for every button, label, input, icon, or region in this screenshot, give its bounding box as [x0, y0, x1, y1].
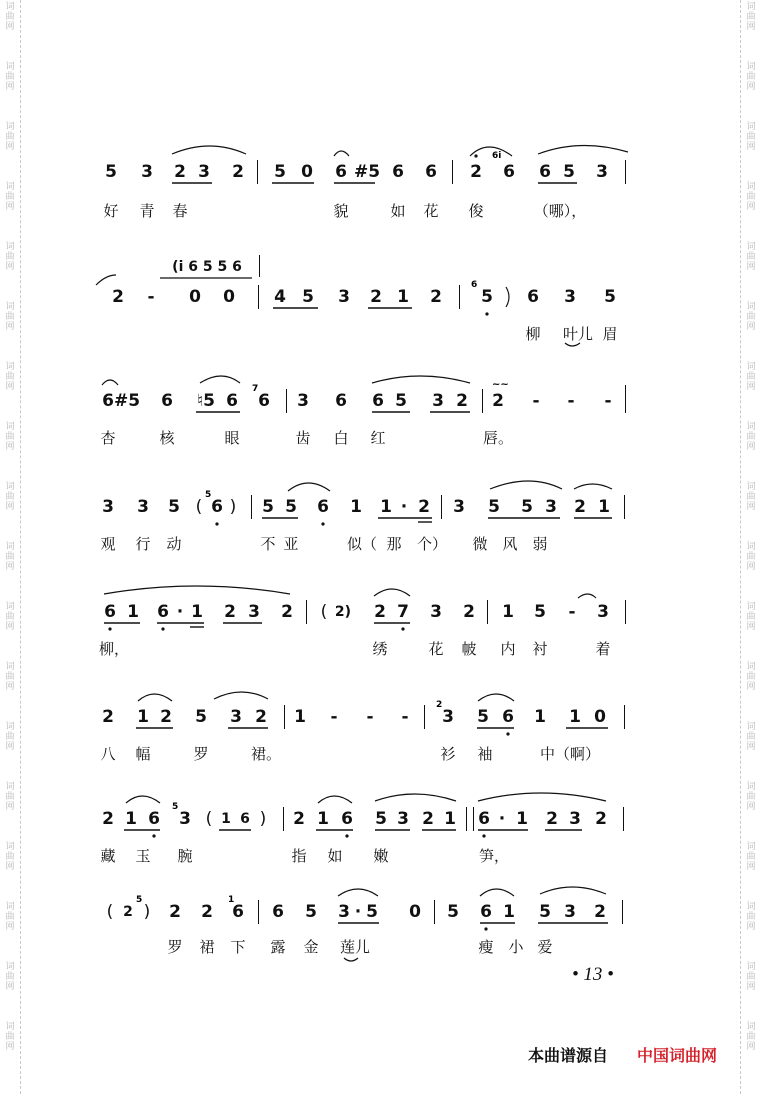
note: 1: [191, 602, 203, 622]
bracket: ): [259, 809, 267, 829]
note: 0: [223, 287, 235, 307]
note: 3: [338, 902, 350, 922]
note: 1: [317, 809, 329, 829]
lyric: 衬: [532, 640, 548, 658]
note: 5: [395, 391, 407, 411]
watermark-text: 词 曲 网: [5, 602, 15, 632]
note: -: [330, 707, 338, 727]
lyric: 行: [135, 535, 151, 553]
note: 3: [248, 602, 260, 622]
watermark-text: 词 曲 网: [746, 182, 756, 212]
lyric: 莲儿: [339, 938, 371, 956]
lyric: 如: [327, 847, 343, 865]
note: 2: [374, 602, 386, 622]
lyric: 花: [423, 202, 439, 220]
note: 0: [409, 902, 421, 922]
note: 5: [488, 497, 500, 517]
barline: [259, 255, 260, 277]
note: 2): [334, 604, 352, 620]
note: 6: [335, 162, 347, 182]
lyric: 那: [386, 535, 402, 553]
lyric: 眼: [224, 429, 240, 447]
lyric: （哪），: [533, 202, 587, 220]
watermark-text: 词 曲 网: [746, 962, 756, 992]
note: 1: [127, 602, 139, 622]
note: 3: [564, 902, 576, 922]
note: 1: [125, 809, 137, 829]
source-site-name: 中国词曲网: [637, 1046, 718, 1065]
bracket: ): [229, 497, 237, 517]
watermark-text: 词 曲 网: [5, 782, 15, 812]
note: 7: [397, 602, 409, 622]
bracket: (: [195, 497, 203, 517]
note: 5: [521, 497, 533, 517]
lyric: 爱: [537, 938, 553, 956]
svg-text:~~: ~~: [492, 379, 509, 390]
note: -: [604, 391, 612, 411]
note: 3: [137, 497, 149, 517]
lyric: 瘦: [478, 938, 494, 956]
dot: ·: [400, 497, 408, 517]
note: 5: [262, 497, 274, 517]
page-number: • 13 •: [572, 964, 614, 985]
note: 3: [338, 287, 350, 307]
note: 2: [123, 904, 133, 920]
watermark-text: 词 曲 网: [746, 2, 756, 32]
lyric: 八: [100, 745, 116, 763]
note: 2: [160, 707, 172, 727]
note: 2: [255, 707, 267, 727]
lyric: 罗: [167, 938, 183, 956]
svg-text:6: 6: [471, 280, 478, 290]
source-label: 本曲谱源自: [528, 1046, 609, 1065]
watermark-text: 词 曲 网: [5, 542, 15, 572]
note: -: [147, 287, 155, 307]
dot: ·: [354, 902, 362, 922]
bracket: (: [320, 602, 328, 622]
svg-text:2: 2: [436, 700, 443, 710]
svg-text:1: 1: [228, 895, 235, 905]
note: 6: [372, 391, 384, 411]
note: 2: [370, 287, 382, 307]
bracket: (: [106, 902, 114, 922]
lyric: 春: [172, 202, 188, 220]
dot: ·: [176, 602, 184, 622]
svg-text:5: 5: [205, 490, 212, 500]
note: 5: [563, 162, 575, 182]
lyric: 风: [502, 535, 518, 553]
note: 5: [604, 287, 616, 307]
note: 3: [297, 391, 309, 411]
note: 3: [102, 497, 114, 517]
watermark-text: 词 曲 网: [5, 1022, 15, 1052]
watermark-text: 词 曲 网: [746, 1022, 756, 1052]
lyrics-row: [0, 533, 760, 557]
lyric: 罗: [193, 745, 209, 763]
note: 1: [380, 497, 392, 517]
watermark-text: 词 曲 网: [746, 602, 756, 632]
note: 2: [102, 707, 114, 727]
note: 2: [112, 287, 124, 307]
note: 5: [366, 902, 378, 922]
watermark-text: 词 曲 网: [5, 62, 15, 92]
svg-text:5: 5: [172, 802, 179, 812]
note: 6: [478, 809, 490, 829]
note: 3: [453, 497, 465, 517]
lyric: 下: [230, 938, 246, 956]
note: 2: [174, 162, 186, 182]
watermark-text: 词 曲 网: [5, 842, 15, 872]
note: 2: [418, 497, 430, 517]
note: 5: [539, 902, 551, 922]
watermark-text: 词 曲 网: [5, 902, 15, 932]
note: 3: [564, 287, 576, 307]
lyrics-row: [0, 743, 760, 767]
watermark-text: 词 曲 网: [5, 182, 15, 212]
lyric: 露: [270, 938, 286, 956]
lyric: 中（啊）: [539, 745, 601, 763]
lyric: 弱: [532, 535, 548, 553]
note: 0: [594, 707, 606, 727]
note: 1: [516, 809, 528, 829]
watermark-text: 词 曲 网: [746, 902, 756, 932]
lyric: 齿: [295, 429, 311, 447]
note: 6: [240, 811, 250, 827]
note: 2: [463, 602, 475, 622]
lyric: 袖: [477, 745, 493, 763]
note: 1: [598, 497, 610, 517]
note: 5: [477, 707, 489, 727]
note: 2: [422, 809, 434, 829]
lyrics-row: [0, 936, 760, 960]
lyric: 裙。: [250, 745, 282, 763]
lyric: 貌: [333, 202, 349, 220]
note: 5: [305, 902, 317, 922]
lyric: 白: [333, 429, 349, 447]
lyric: 微: [472, 535, 488, 553]
lyric: 似（: [346, 535, 378, 553]
note: 5: [285, 497, 297, 517]
watermark-text: 词 曲 网: [5, 662, 15, 692]
note: 1: [350, 497, 362, 517]
note: 5: [274, 162, 286, 182]
lyrics-row: [0, 323, 760, 347]
lyric: 核: [159, 429, 175, 447]
lyrics-row: [0, 638, 760, 662]
lyrics-row: [0, 427, 760, 451]
watermark-text: 词 曲 网: [5, 962, 15, 992]
bracket: (: [205, 809, 213, 829]
note: ♮5: [197, 391, 215, 411]
note: 6: [527, 287, 539, 307]
note: 3: [442, 707, 454, 727]
lyric: 衫: [440, 745, 456, 763]
lyric: 叶儿: [562, 325, 594, 343]
note: 1: [137, 707, 149, 727]
watermark-text: 词 曲 网: [746, 842, 756, 872]
note: 5: [447, 902, 459, 922]
note: 5: [195, 707, 207, 727]
lyric: 红: [370, 429, 386, 447]
lyric: 腕: [177, 847, 193, 865]
note: 1: [503, 902, 515, 922]
lyric: 着: [595, 640, 611, 658]
lyric: 玉: [135, 847, 151, 865]
svg-text:6i: 6i: [492, 151, 502, 161]
note: 2: [546, 809, 558, 829]
note: 2: [169, 902, 181, 922]
note: 2: [293, 809, 305, 829]
note: 1: [397, 287, 409, 307]
lyric: 青: [139, 202, 155, 220]
note: 2: [594, 902, 606, 922]
note: 3: [230, 707, 242, 727]
note: 6: [502, 707, 514, 727]
lyric: 花: [428, 640, 444, 658]
lyric: 裙: [199, 938, 215, 956]
note: -: [366, 707, 374, 727]
note: 5: [481, 287, 493, 307]
lyric: 嫩: [373, 847, 389, 865]
note: 2: [492, 391, 504, 411]
note: 2: [224, 602, 236, 622]
dot: ·: [498, 809, 506, 829]
note: 6: [102, 391, 114, 411]
note: 3: [179, 809, 191, 829]
svg-text:5: 5: [136, 895, 143, 905]
note: 2: [281, 602, 293, 622]
note: 3: [141, 162, 153, 182]
watermark-text: 词 曲 网: [5, 2, 15, 32]
note: 6: [211, 497, 223, 517]
watermark-text: 词 曲 网: [746, 62, 756, 92]
svg-text:7: 7: [252, 384, 259, 394]
watermark-text: 词 曲 网: [746, 242, 756, 272]
lyric: 不: [260, 535, 276, 553]
note: #5: [113, 391, 141, 411]
note: 5: [168, 497, 180, 517]
note: 2: [574, 497, 586, 517]
lyric: 笋，: [478, 847, 510, 865]
note: 5: [302, 287, 314, 307]
note: 6: [480, 902, 492, 922]
watermark-text: 词 曲 网: [5, 422, 15, 452]
note: 1: [294, 707, 306, 727]
lyric: 柳，: [98, 640, 130, 658]
note: -: [568, 602, 576, 622]
note: 6: [503, 162, 515, 182]
lyric: 柳: [525, 325, 541, 343]
watermark-text: 词 曲 网: [5, 122, 15, 152]
note: 6: [258, 391, 270, 411]
note: 0: [301, 162, 313, 182]
lyric: 金: [303, 938, 319, 956]
note: 6: [335, 391, 347, 411]
lyric: 亚: [283, 535, 299, 553]
lyrics-row: [0, 200, 760, 224]
note: 2: [470, 162, 482, 182]
note: 1: [444, 809, 456, 829]
note: 3: [596, 162, 608, 182]
note: 2: [430, 287, 442, 307]
watermark-text: 词 曲 网: [746, 722, 756, 752]
note: 6: [161, 391, 173, 411]
note: 3: [432, 391, 444, 411]
watermark-text: 词 曲 网: [746, 782, 756, 812]
note: 6: [232, 902, 244, 922]
note: 3: [569, 809, 581, 829]
ossia-notes: (i 6 5 5 6: [172, 259, 242, 275]
note: 6: [539, 162, 551, 182]
note: 6: [425, 162, 437, 182]
note: 3: [397, 809, 409, 829]
lyric: 眉: [602, 325, 618, 343]
lyric: 如: [390, 202, 406, 220]
note: 1: [221, 811, 231, 827]
lyric: 内: [500, 640, 516, 658]
lyric: 绣: [372, 640, 388, 658]
bracket: ): [143, 902, 151, 922]
lyric: 观: [100, 535, 116, 553]
watermark-text: 词 曲 网: [746, 482, 756, 512]
lyric: 帔: [461, 640, 477, 658]
watermark-text: 词 曲 网: [746, 362, 756, 392]
note: 3: [198, 162, 210, 182]
watermark-text: 词 曲 网: [746, 422, 756, 452]
watermark-text: 词 曲 网: [746, 662, 756, 692]
note: 0: [189, 287, 201, 307]
note: 6: [317, 497, 329, 517]
lyric: 好: [103, 202, 119, 220]
note: 6: [104, 602, 116, 622]
watermark-text: 词 曲 网: [5, 362, 15, 392]
note: 3: [430, 602, 442, 622]
note: 2: [595, 809, 607, 829]
note: 2: [456, 391, 468, 411]
note: 1: [534, 707, 546, 727]
lyric: 藏: [100, 847, 116, 865]
lyric: 唇。: [482, 429, 514, 447]
watermark-text: 词 曲 网: [5, 302, 15, 332]
note: -: [401, 707, 409, 727]
note: #5: [353, 162, 381, 182]
lyric: 俊: [468, 202, 484, 220]
note: 2: [201, 902, 213, 922]
note: -: [567, 391, 575, 411]
note: 6: [392, 162, 404, 182]
note: 5: [105, 162, 117, 182]
note: 3: [545, 497, 557, 517]
note: 2: [102, 809, 114, 829]
lyric: 指: [291, 847, 307, 865]
watermark-text: 词 曲 网: [746, 542, 756, 572]
note: 6: [272, 902, 284, 922]
watermark-text: 词 曲 网: [746, 122, 756, 152]
note: 6: [157, 602, 169, 622]
note: 3: [597, 602, 609, 622]
note: 6: [148, 809, 160, 829]
lyric: 小: [508, 938, 524, 956]
watermark-text: 词 曲 网: [746, 302, 756, 332]
lyric: 个）: [416, 535, 448, 553]
note: 2: [232, 162, 244, 182]
lyrics-row: [0, 845, 760, 869]
note: 1: [502, 602, 514, 622]
lyric: 幅: [135, 745, 151, 763]
watermark-text: 词 曲 网: [5, 242, 15, 272]
note: 1: [569, 707, 581, 727]
watermark-text: 词 曲 网: [5, 722, 15, 752]
note: 4: [274, 287, 286, 307]
note: 5: [534, 602, 546, 622]
lyric: 杏: [100, 429, 116, 447]
note: 6: [226, 391, 238, 411]
lyric: 动: [166, 535, 182, 553]
note: -: [532, 391, 540, 411]
note: 6: [341, 809, 353, 829]
note: 5: [375, 809, 387, 829]
watermark-text: 词 曲 网: [5, 482, 15, 512]
